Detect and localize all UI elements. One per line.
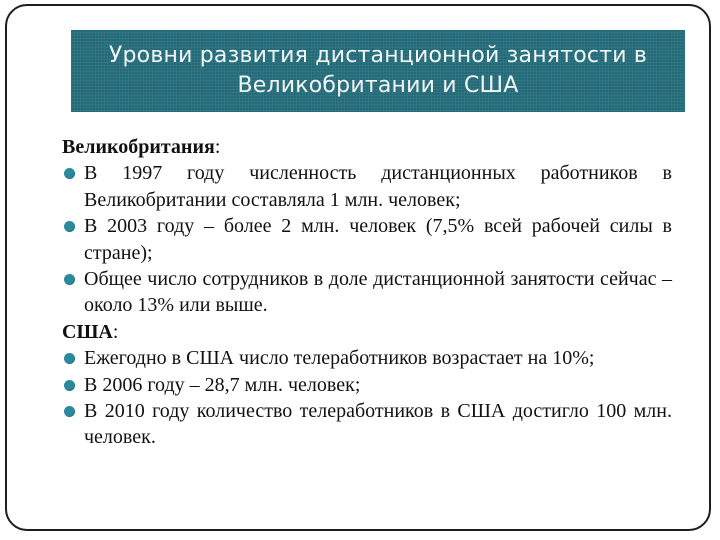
section-heading-usa-colon: : <box>112 320 119 343</box>
list-item-text: Общее число сотрудников в доле дистанционной занятости сейчас – около 13% или выше. <box>84 268 672 317</box>
section-heading-uk-colon: : <box>214 136 221 158</box>
list-item <box>62 160 672 213</box>
bullet-list-uk <box>62 160 672 318</box>
bullet-list-usa <box>62 345 672 451</box>
list-item-text: Ежегодно в США число телеработников возрастает на 10%; <box>84 347 595 370</box>
list-item-text: В 2003 году – более 2 млн. человек (7,5% всей рабочей силы в стране); <box>84 215 672 264</box>
bullet-icon <box>64 168 75 179</box>
section-heading-uk <box>62 134 672 160</box>
list-item <box>62 372 672 398</box>
bullet-icon <box>64 353 75 364</box>
slide-content <box>62 134 672 451</box>
list-item <box>62 266 672 319</box>
bullet-icon <box>64 406 75 417</box>
section-heading-usa-label: США <box>62 320 113 343</box>
list-item <box>62 398 672 451</box>
section-heading-usa <box>62 319 672 345</box>
bullet-icon <box>64 380 75 391</box>
list-item-text: В 2010 году количество телеработников в США достигло 100 млн. человек. <box>84 400 672 449</box>
bullet-icon <box>64 274 75 285</box>
list-item <box>62 213 672 266</box>
slide-title: Уровни развития дистанционной занятости в Великобритании и США <box>108 43 648 98</box>
list-item <box>62 345 672 371</box>
bullet-icon <box>64 221 75 232</box>
list-item-text: В 1997 году численность дистанционных работников в Великобритании составляла 1 млн. человек; <box>84 162 672 211</box>
list-item-text: В 2006 году – 28,7 млн. человек; <box>84 373 361 396</box>
section-heading-uk-label: Великобритания <box>62 136 215 158</box>
title-bar <box>71 30 685 112</box>
